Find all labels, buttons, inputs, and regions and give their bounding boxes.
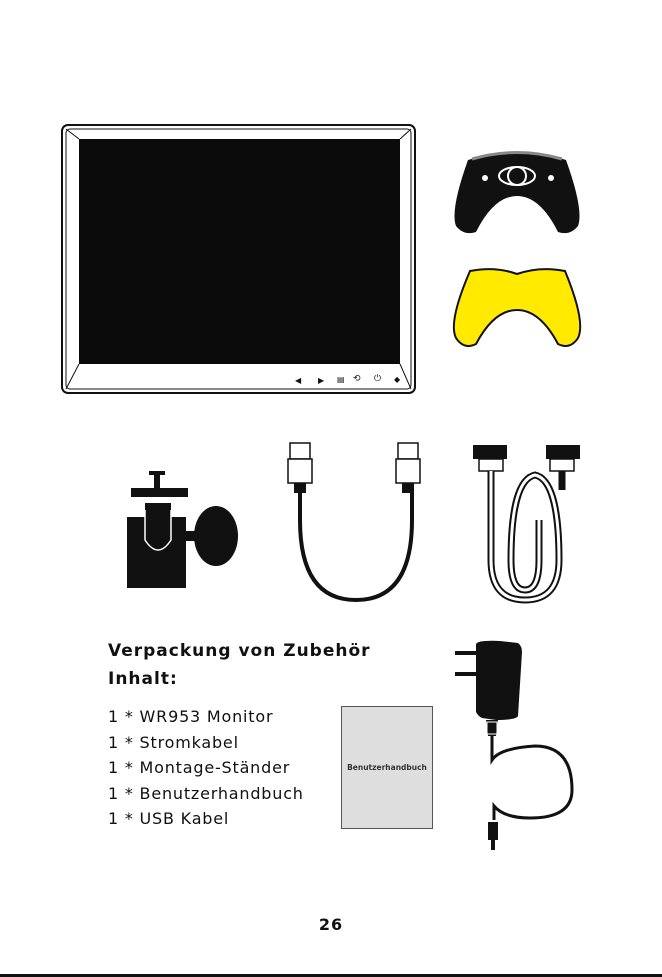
page-number: 26 — [318, 915, 344, 934]
user-manual-booklet — [341, 706, 433, 829]
monitor-button-left-icon: ◀ — [295, 376, 302, 385]
monitor-button-power-icon: ⏻ — [374, 374, 382, 384]
monitor-button-source-icon: ⟲ — [353, 374, 361, 384]
list-item: 1 * Montage-Ständer — [108, 758, 291, 777]
list-item: 1 * USB Kabel — [108, 809, 230, 828]
monitor-button-menu-icon: ▤ — [337, 375, 345, 384]
list-item: 1 * WR953 Monitor — [108, 707, 274, 726]
contents-list — [108, 704, 304, 832]
section-title: Verpackung von Zubehör — [108, 641, 371, 661]
section-subtitle: Inhalt: — [108, 669, 178, 689]
manual-label: Benutzerhandbuch — [347, 763, 427, 772]
monitor-button-right-icon: ▶ — [318, 376, 325, 385]
list-item: 1 * Stromkabel — [108, 732, 239, 752]
monitor-button-diamond-icon: ◆ — [394, 375, 401, 384]
list-item: 1 * Benutzerhandbuch — [108, 783, 304, 803]
